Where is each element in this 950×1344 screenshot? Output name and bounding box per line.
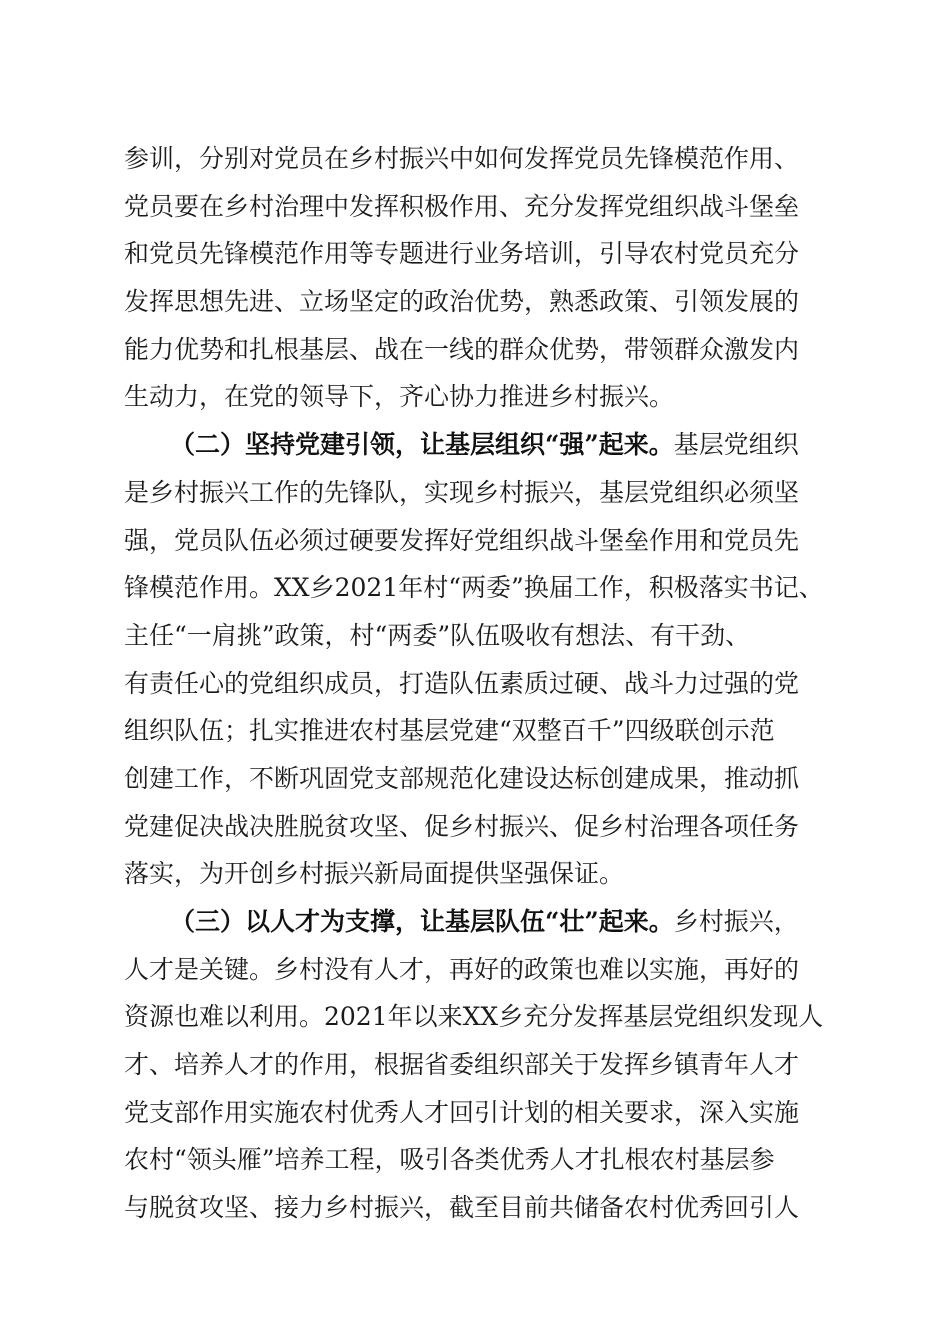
text-line <box>124 755 836 803</box>
paragraph-text: 是乡村振兴工作的先锋队，实现乡村振兴，基层党组织必须坚 <box>124 477 800 507</box>
text-line <box>124 278 836 326</box>
paragraph-text: 锋模范作用。XX乡2021年村“两委”换届工作，积极落实书记、 <box>124 573 824 603</box>
section-heading: （三）以人才为支撑，让基层队伍“壮”起来。 <box>170 907 674 936</box>
paragraph-text: 主任“一肩挑”政策，村“两委”队伍吸收有想法、有干劲、 <box>124 620 751 650</box>
paragraph-text: 农村“领头雁”培养工程，吸引各类优秀人才扎根农村基层参 <box>124 1145 775 1175</box>
paragraph-text: 生动力，在党的领导下，齐心协力推进乡村振兴。 <box>124 382 675 412</box>
paragraph-text: 党员要在乡村治理中发挥积极作用、充分发挥党组织战斗堡垒 <box>124 191 800 221</box>
text-line <box>124 183 836 231</box>
text-line <box>124 993 836 1041</box>
paragraph-text: 和党员先锋模范作用等专题进行业务培训，引导农村党员充分 <box>124 239 800 269</box>
text-line <box>124 517 836 565</box>
section-heading: （二）坚持党建引领，让基层组织“强”起来。 <box>170 430 674 460</box>
paragraph-text: 组织队伍；扎实推进农村基层党建“双整百千”四级联创示范 <box>124 716 775 746</box>
text-line <box>124 326 836 374</box>
paragraph-text: 党建促决战决胜脱贫攻坚、促乡村振兴、促乡村治理各项任务 <box>124 811 800 841</box>
text-line <box>124 1136 836 1184</box>
document-body <box>124 135 836 1232</box>
text-line <box>124 373 836 421</box>
paragraph-text: 乡村振兴， <box>673 907 799 936</box>
text-line <box>124 1041 836 1089</box>
paragraph-text: 创建工作，不断巩固党支部规范化建设达标创建成果，推动抓 <box>124 763 800 793</box>
text-line <box>124 660 836 708</box>
paragraph-text: 强，党员队伍必须过硬要发挥好党组织战斗堡垒作用和党员先 <box>124 525 800 555</box>
paragraph-text: 基层党组织 <box>673 430 799 460</box>
text-line <box>124 135 836 183</box>
paragraph-text: 能力优势和扎根基层、战在一线的群众优势，带领群众激发内 <box>124 334 800 364</box>
text-line <box>124 564 836 612</box>
text-line <box>124 898 836 946</box>
text-line <box>124 707 836 755</box>
text-line <box>124 1184 836 1232</box>
text-line <box>124 230 836 278</box>
paragraph-text: 才、培养人才的作用，根据省委组织部关于发挥乡镇青年人才 <box>124 1050 800 1080</box>
paragraph-text: 资源也难以利用。2021年以来XX乡充分发挥基层党组织发现人 <box>124 1002 824 1032</box>
text-line <box>124 1089 836 1137</box>
paragraph-text: 发挥思想先进、立场坚定的政治优势，熟悉政策、引领发展的 <box>124 287 800 317</box>
text-line <box>124 946 836 994</box>
text-line <box>124 612 836 660</box>
paragraph-text: 与脱贫攻坚、接力乡村振兴，截至目前共储备农村优秀回引人 <box>124 1193 800 1223</box>
text-line <box>124 803 836 851</box>
paragraph-text: 人才是关键。乡村没有人才，再好的政策也难以实施，再好的 <box>124 954 800 984</box>
paragraph-text: 党支部作用实施农村优秀人才回引计划的相关要求，深入实施 <box>124 1097 800 1127</box>
text-line <box>124 421 836 469</box>
paragraph-text: 落实，为开创乡村振兴新局面提供坚强保证。 <box>124 859 625 889</box>
paragraph-text: 有责任心的党组织成员，打造队伍素质过硬、战斗力过强的党 <box>124 668 800 698</box>
text-line <box>124 469 836 517</box>
text-line <box>124 850 836 898</box>
paragraph-text: 参训，分别对党员在乡村振兴中如何发挥党员先锋模范作用、 <box>124 144 800 173</box>
